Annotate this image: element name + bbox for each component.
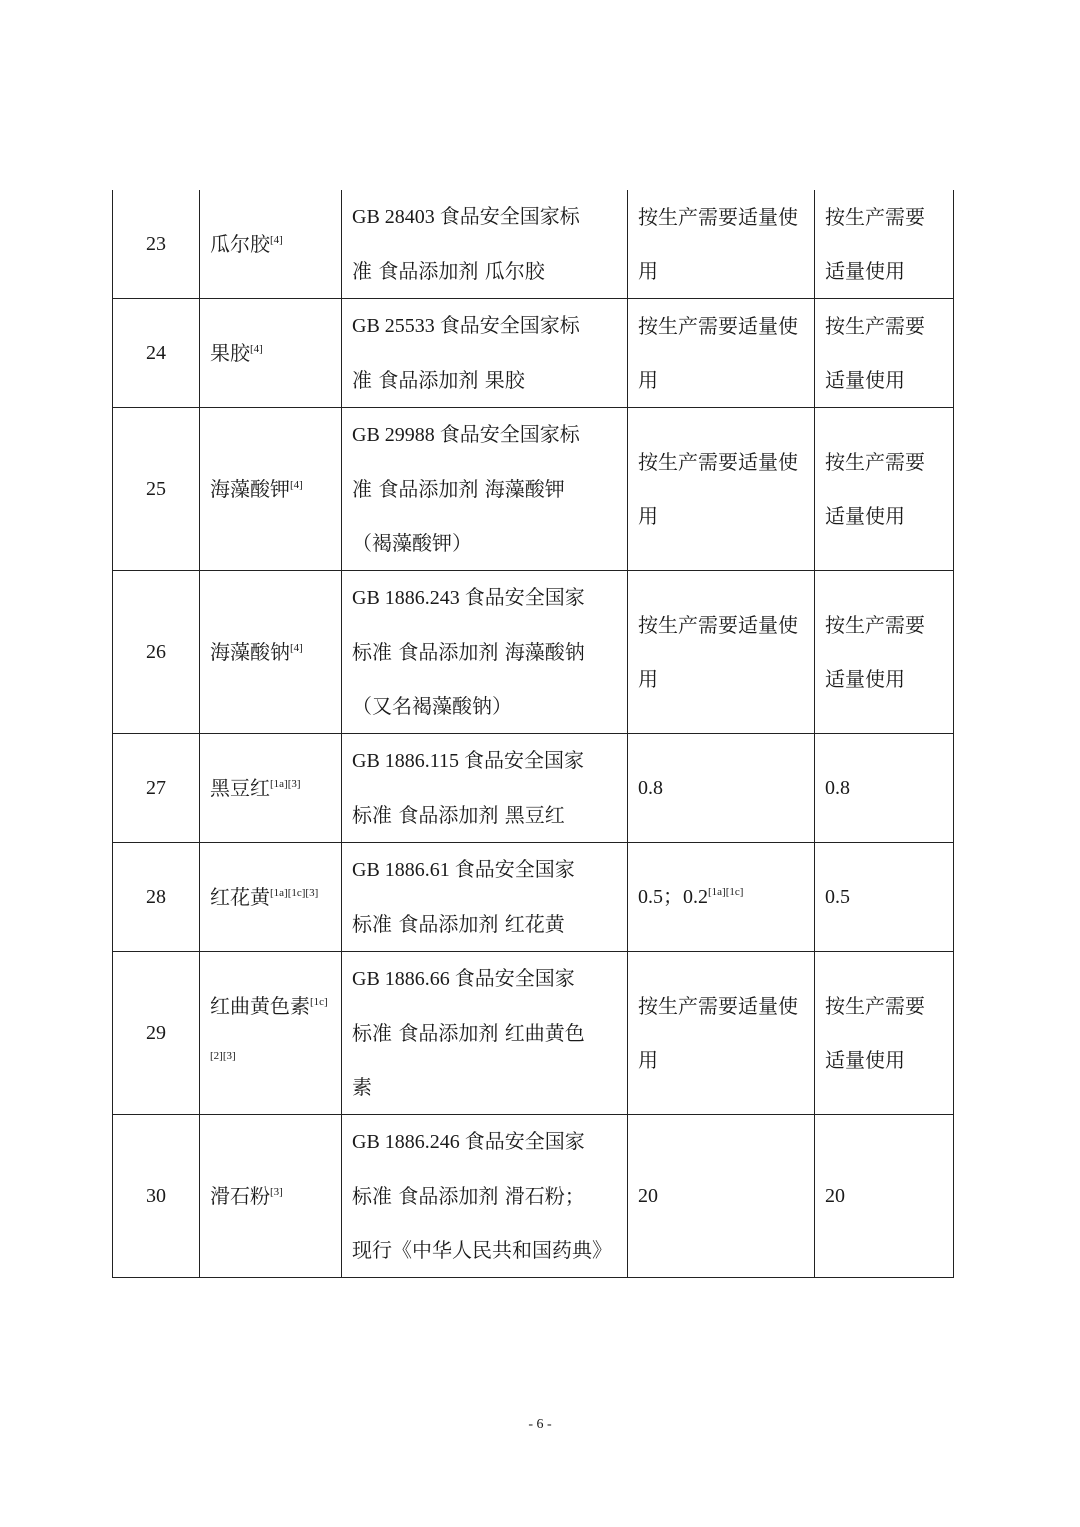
standard-cell: GB 1886.243 食品安全国家 标准 食品添加剂 海藻酸钠 （又名褐藻酸钠）	[342, 571, 628, 734]
table-row	[113, 843, 954, 952]
standard-cell: GB 28403 食品安全国家标 准 食品添加剂 瓜尔胶	[342, 190, 628, 299]
table-row	[113, 190, 954, 299]
page-number: - 6 -	[528, 1417, 552, 1432]
row-number: 24	[113, 299, 200, 408]
additive-name: 红曲黄色素[1c][2][3]	[200, 952, 342, 1115]
standard-cell: GB 1886.115 食品安全国家 标准 食品添加剂 黑豆红	[342, 734, 628, 843]
additive-name: 黑豆红[1a][3]	[200, 734, 342, 843]
max-usage-cell-2: 按生产需要适量使用	[815, 571, 954, 734]
table-row	[113, 734, 954, 843]
standard-cell: GB 1886.61 食品安全国家 标准 食品添加剂 红花黄	[342, 843, 628, 952]
max-usage-cell-2: 按生产需要适量使用	[815, 190, 954, 299]
max-usage-cell: 20	[628, 1115, 815, 1278]
footnote-ref: [4]	[250, 343, 263, 355]
footnote-ref: [1c][2][3]	[210, 996, 328, 1062]
footnote-ref: [1a][3]	[270, 778, 301, 790]
row-number: 26	[113, 571, 200, 734]
max-usage-cell-2: 0.5	[815, 843, 954, 952]
footnote-ref: [4]	[290, 642, 303, 654]
row-number: 27	[113, 734, 200, 843]
max-usage-cell: 按生产需要适量使用	[628, 190, 815, 299]
max-usage-cell: 0.8	[628, 734, 815, 843]
max-usage-cell-2: 20	[815, 1115, 954, 1278]
footnote-ref: [1a][1c][3]	[270, 887, 319, 899]
max-usage-cell: 按生产需要适量使用	[628, 299, 815, 408]
additive-name: 红花黄[1a][1c][3]	[200, 843, 342, 952]
footnote-ref: [4]	[290, 479, 303, 491]
standard-cell: GB 29988 食品安全国家标 准 食品添加剂 海藻酸钾 （褐藻酸钾）	[342, 408, 628, 571]
row-number: 30	[113, 1115, 200, 1278]
row-number: 28	[113, 843, 200, 952]
table-row	[113, 299, 954, 408]
max-usage-cell: 按生产需要适量使用	[628, 408, 815, 571]
additive-name: 海藻酸钠[4]	[200, 571, 342, 734]
max-usage-cell: 按生产需要适量使用	[628, 571, 815, 734]
table-row	[113, 571, 954, 734]
max-usage-cell: 按生产需要适量使用	[628, 952, 815, 1115]
row-number: 25	[113, 408, 200, 571]
row-number: 29	[113, 952, 200, 1115]
table-row	[113, 408, 954, 571]
max-usage-cell: 0.5；0.2[1a][1c]	[628, 843, 815, 952]
standard-cell: GB 1886.66 食品安全国家 标准 食品添加剂 红曲黄色 素	[342, 952, 628, 1115]
standard-cell: GB 1886.246 食品安全国家 标准 食品添加剂 滑石粉； 现行《中华人民共和国药典》	[342, 1115, 628, 1278]
footnote-ref: [1a][1c]	[708, 886, 744, 898]
table-row	[113, 1115, 954, 1278]
footnote-ref: [3]	[270, 1186, 283, 1198]
additive-name: 瓜尔胶[4]	[200, 190, 342, 299]
max-usage-cell-2: 按生产需要适量使用	[815, 952, 954, 1115]
table-row	[113, 952, 954, 1115]
additive-name: 滑石粉[3]	[200, 1115, 342, 1278]
additives-table	[112, 190, 954, 1278]
max-usage-cell-2: 按生产需要适量使用	[815, 299, 954, 408]
max-usage-cell-2: 0.8	[815, 734, 954, 843]
additive-name: 海藻酸钾[4]	[200, 408, 342, 571]
standard-cell: GB 25533 食品安全国家标 准 食品添加剂 果胶	[342, 299, 628, 408]
footnote-ref: [4]	[270, 234, 283, 246]
row-number: 23	[113, 190, 200, 299]
max-usage-cell-2: 按生产需要适量使用	[815, 408, 954, 571]
additive-name: 果胶[4]	[200, 299, 342, 408]
